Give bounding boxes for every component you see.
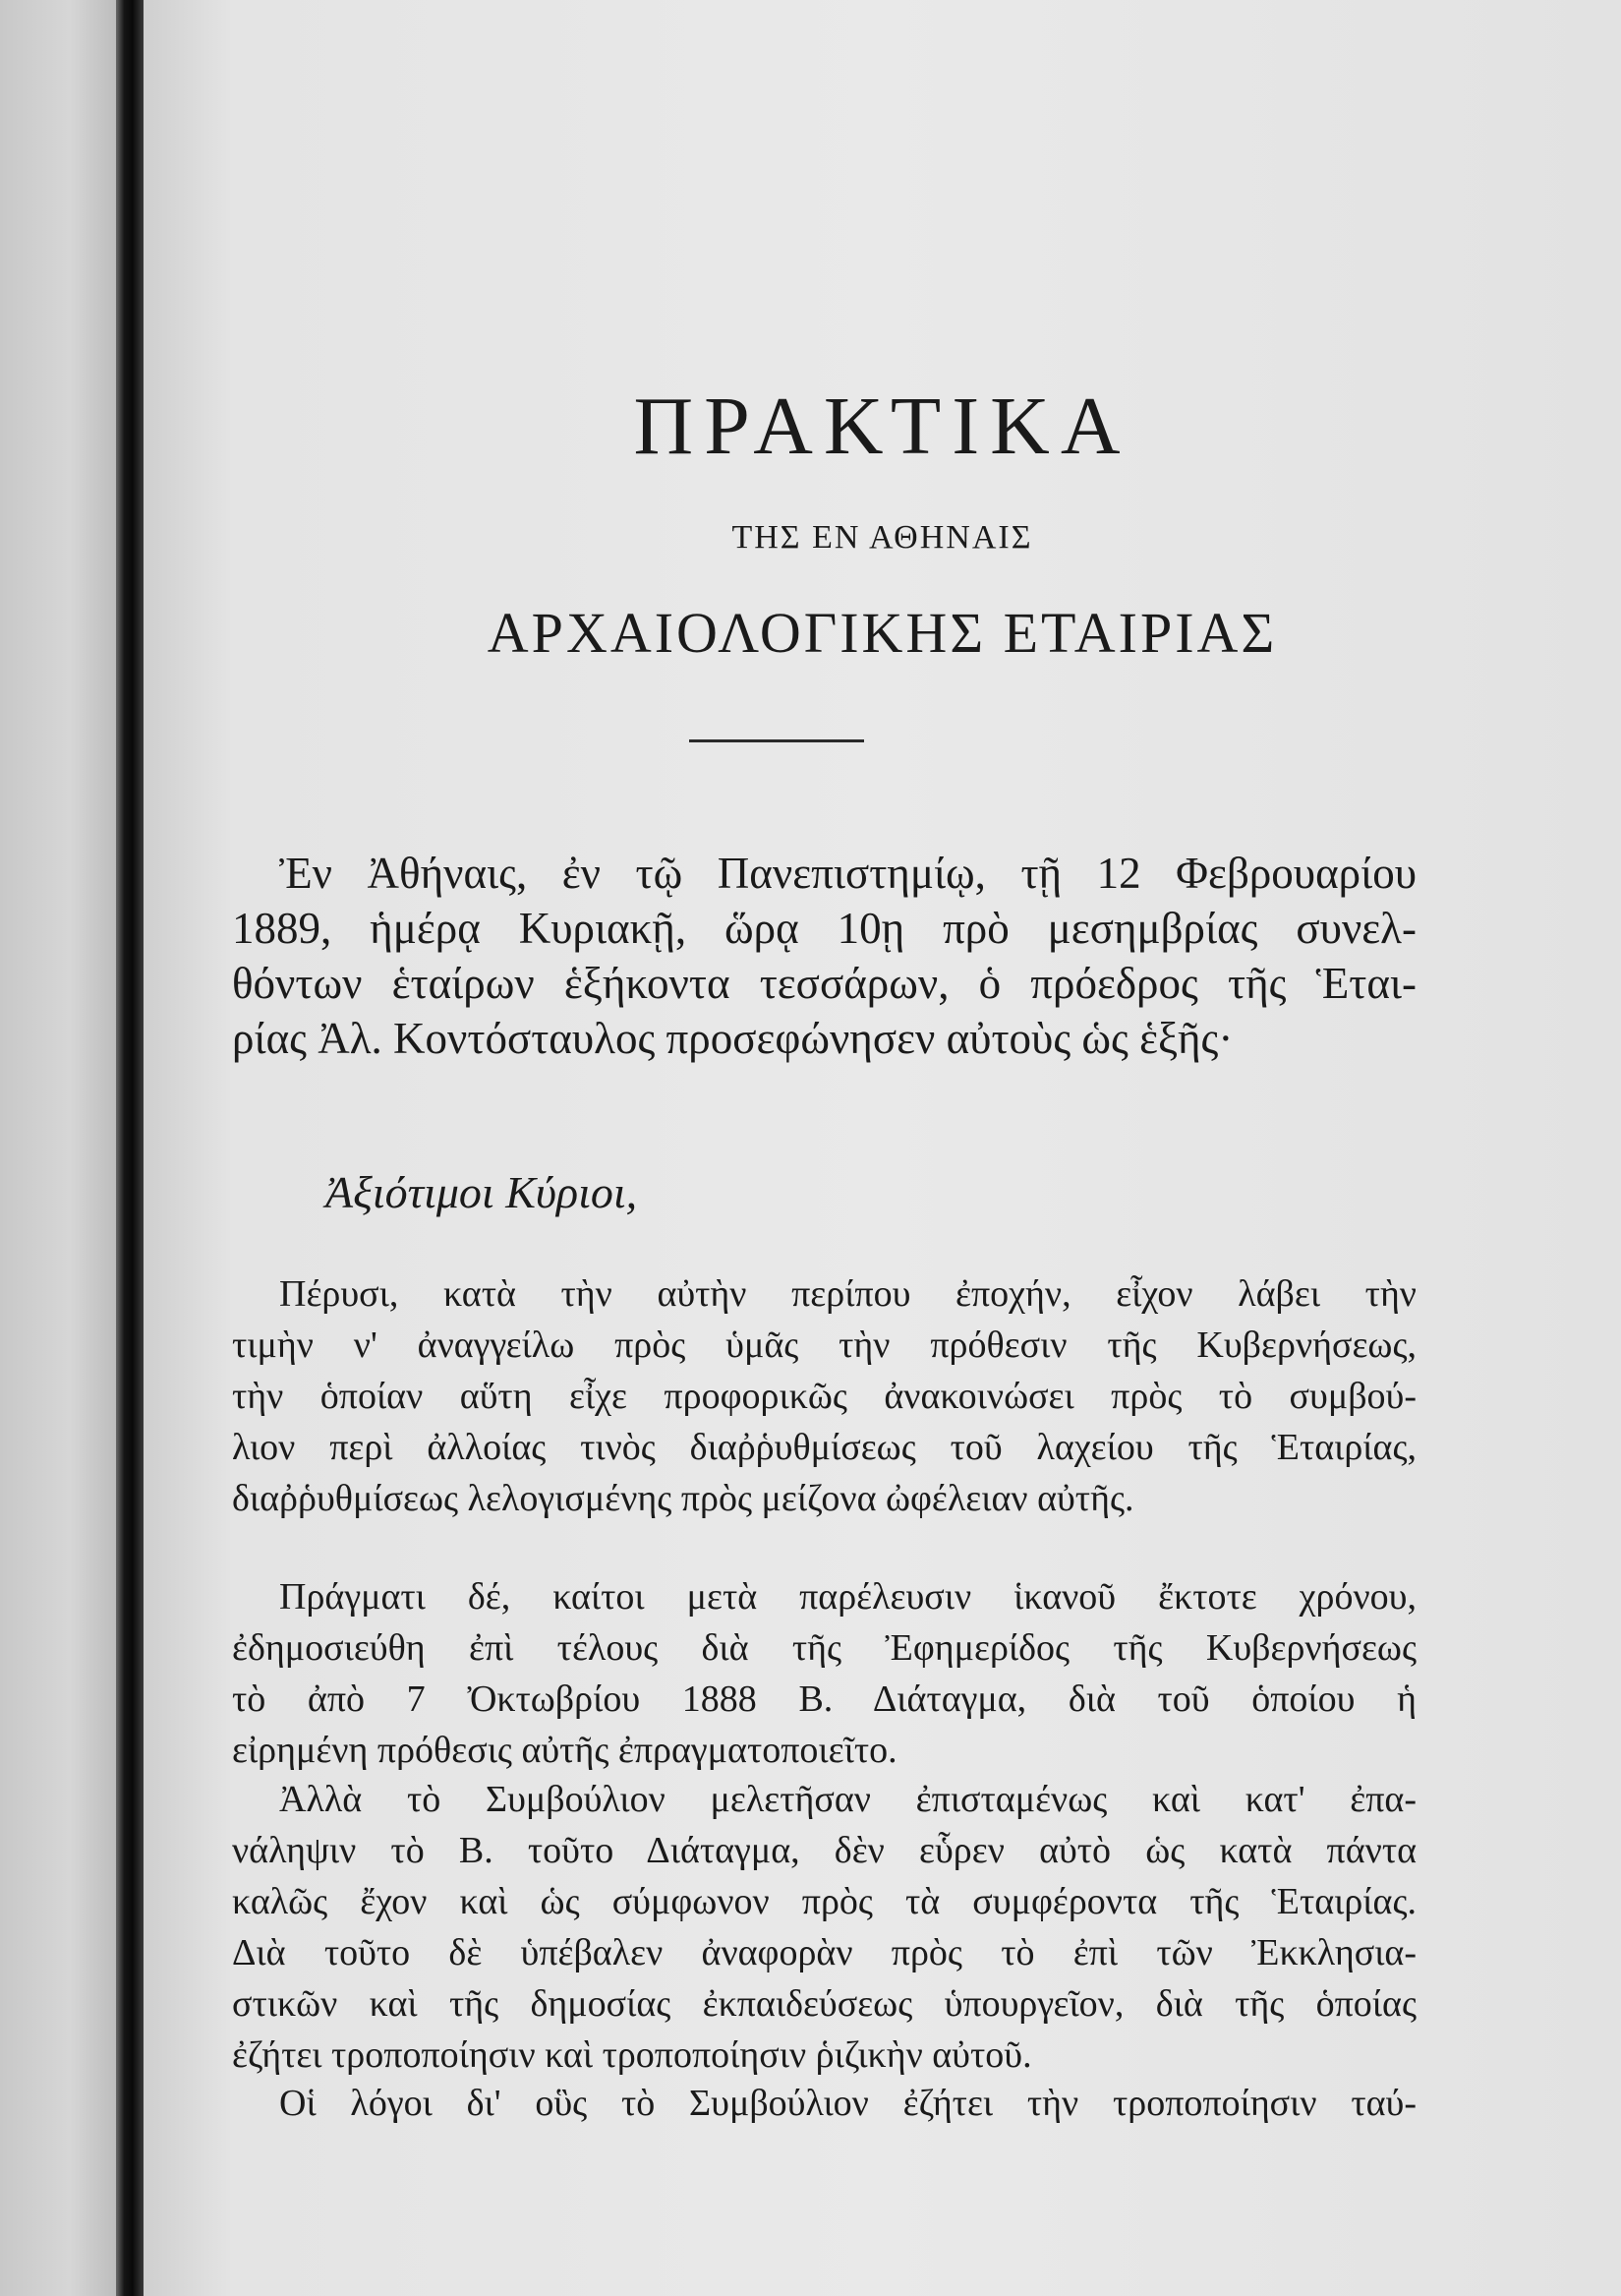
text-line: νάληψιν τὸ Β. τοῦτο Διάταγμα, δὲν εὗρεν αὐτὸ ὡς κατὰ πάντα: [232, 1830, 1417, 1871]
text-line: 1889, ἡμέρᾳ Κυριακῇ, ὥρᾳ 10ῃ πρὸ μεσημβρίας συνελ-: [232, 904, 1417, 953]
facing-page-edge: [0, 0, 116, 2296]
book-gutter: [116, 0, 144, 2296]
text-line: ρίας Ἀλ. Κοντόσταυλος προσεφώνησεν αὐτοὺς ὡς ἑξῆς·: [232, 1014, 1234, 1063]
text-line: Ἐν Ἀθήναις, ἐν τῷ Πανεπιστημίῳ, τῇ 12 Φεβρουαρίου: [279, 849, 1417, 898]
text-line: θόντων ἑταίρων ἑξήκοντα τεσσάρων, ὁ πρόεδρος τῆς Ἑται-: [232, 959, 1417, 1008]
text-line: Οἱ λόγοι δι' οὓς τὸ Συμβούλιον ἐζήτει τὴν τροποποίησιν ταύ-: [279, 2083, 1417, 2124]
text-line: Ἀλλὰ τὸ Συμβούλιον μελετῆσαν ἐπισταμένως καὶ κατ' ἐπα-: [279, 1779, 1417, 1820]
page-subtitle: ΤΗΣ ΕΝ ΑΘΗΝΑΙΣ: [731, 519, 1033, 556]
text-line: ἐδημοσιεύθη ἐπὶ τέλους διὰ τῆς Ἐφημερίδος τῆς Κυβερνήσεως: [232, 1627, 1417, 1669]
text-line: τιμὴν ν' ἀναγγείλω πρὸς ὑμᾶς τὴν πρόθεσιν τῆς Κυβερνήσεως,: [232, 1325, 1417, 1366]
page-title: ΠΡΑΚΤΙΚΑ: [633, 381, 1131, 472]
body-paragraph-2: [232, 1571, 1417, 1776]
text-line: λιον περὶ ἀλλοίας τινὸς διαῤῥυθμίσεως τοῦ λαχείου τῆς Ἑταιρίας,: [232, 1427, 1417, 1468]
society-name: ΑΡΧΑΙΟΛΟΓΙΚΗΣ ΕΤΑΙΡΙΑΣ: [487, 601, 1278, 665]
text-line: τὴν ὁποίαν αὕτη εἶχε προφορικῶς ἀνακοινώσει πρὸς τὸ συμβού-: [232, 1376, 1417, 1417]
salutation: Ἀξιότιμοι Κύριοι,: [325, 1167, 638, 1217]
body-paragraph-1: [232, 1268, 1417, 1524]
text-line: Διὰ τοῦτο δὲ ὑπέβαλεν ἀναφορὰν πρὸς τὸ ἐπὶ τῶν Ἐκκλησια-: [232, 1932, 1417, 1973]
text-line: στικῶν καὶ τῆς δημοσίας ἐκπαιδεύσεως ὑπουργεῖον, διὰ τῆς ὁποίας: [232, 1983, 1417, 2025]
title-divider: [689, 739, 864, 742]
text-line: Πράγματι δέ, καίτοι μετὰ παρέλευσιν ἱκανοῦ ἔκτοτε χρόνου,: [279, 1576, 1417, 1618]
body-paragraph-3: [232, 1774, 1417, 2081]
body-paragraph-4: [232, 2078, 1417, 2129]
text-line: Πέρυσι, κατὰ τὴν αὐτὴν περίπου ἐποχήν, εἶχον λάβει τὴν: [279, 1273, 1417, 1315]
book-page: [144, 0, 1621, 2296]
intro-paragraph: [232, 846, 1417, 1066]
text-line: ἐζήτει τροποποίησιν καὶ τροποποίησιν ῥιζικὴν αὐτοῦ.: [232, 2034, 1032, 2076]
text-line: διαῤῥυθμίσεως λελογισμένης πρὸς μείζονα ὠφέλειαν αὐτῆς.: [232, 1478, 1134, 1519]
text-line: καλῶς ἔχον καὶ ὡς σύμφωνον πρὸς τὰ συμφέροντα τῆς Ἑταιρίας.: [232, 1881, 1417, 1922]
text-line: εἰρημένη πρόθεσις αὐτῆς ἐπραγματοποιεῖτο.: [232, 1730, 897, 1771]
text-line: τὸ ἀπὸ 7 Ὀκτωβρίου 1888 Β. Διάταγμα, διὰ τοῦ ὁποίου ἡ: [232, 1678, 1417, 1720]
